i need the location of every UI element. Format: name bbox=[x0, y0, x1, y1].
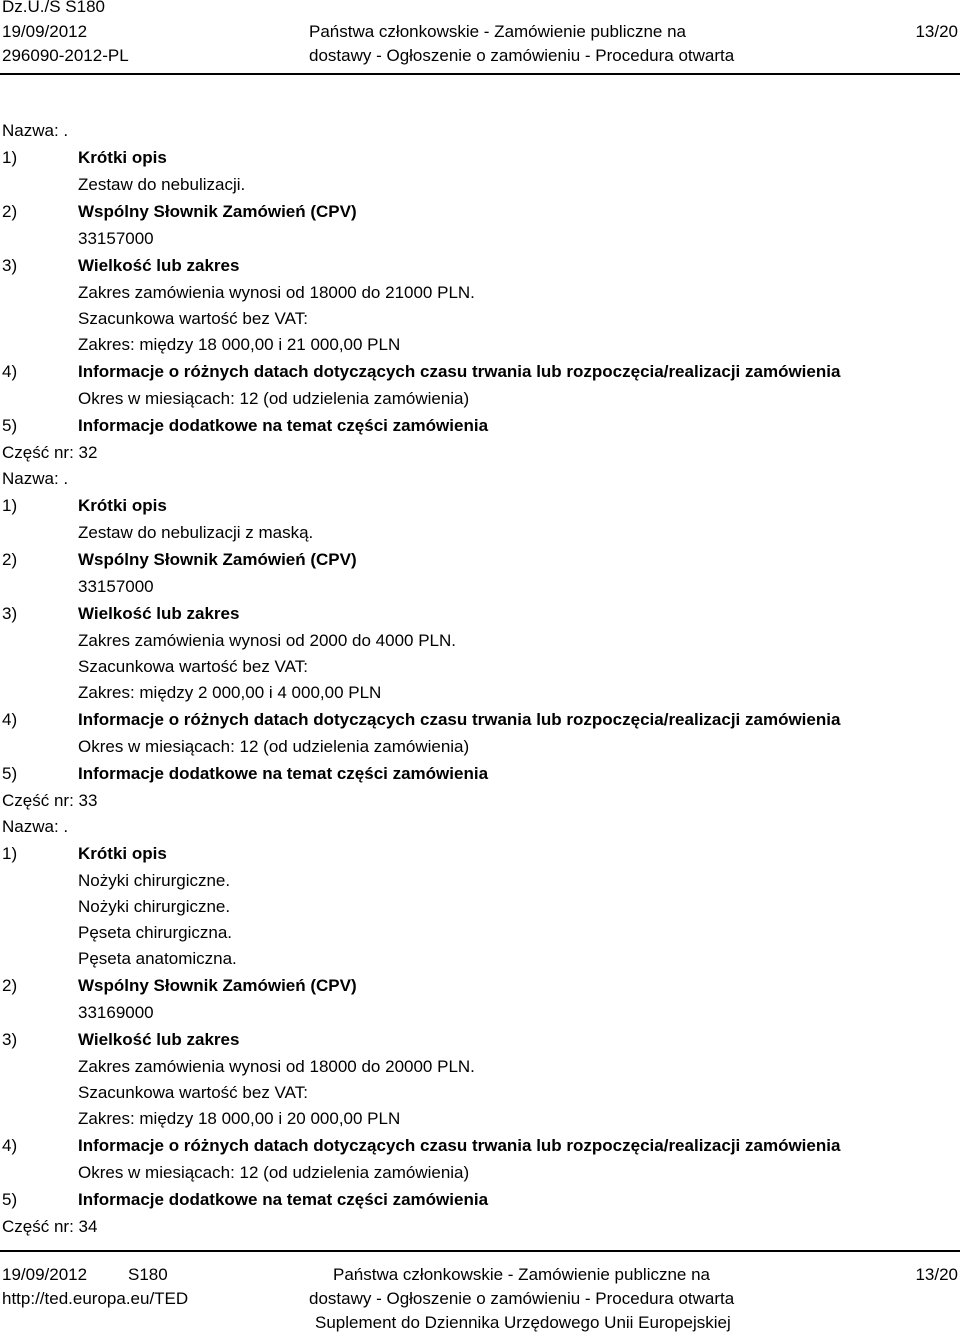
lot-name-label: Nazwa: . bbox=[2, 817, 69, 836]
lot-name-label: Nazwa: . bbox=[2, 469, 69, 488]
heading-scope: Wielkość lub zakres bbox=[78, 604, 240, 623]
footer-title-line2: dostawy - Ogłoszenie o zamówieniu - Procedura otwarta bbox=[309, 1289, 735, 1308]
header-page-number: 13/20 bbox=[915, 22, 958, 41]
section-heading: 3) Wielkość lub zakres bbox=[0, 600, 960, 628]
heading-short-description: Krótki opis bbox=[78, 148, 167, 167]
heading-short-description: Krótki opis bbox=[78, 496, 167, 515]
period-text: Okres w miesiącach: 12 (od udzielenia zamówienia) bbox=[78, 389, 470, 408]
lot-number-label: Część nr: bbox=[2, 1217, 74, 1236]
heading-additional-info: Informacje dodatkowe na temat części zamówienia bbox=[78, 416, 489, 435]
lot-number: 33 bbox=[78, 791, 98, 810]
lot-name-label: Nazwa: . bbox=[2, 121, 69, 140]
lot-number: 34 bbox=[78, 1217, 98, 1236]
lot-name-row bbox=[0, 814, 960, 840]
page-header bbox=[0, 0, 960, 72]
header-title-line1: Państwa członkowskie - Zamówienie publiczne na bbox=[309, 22, 687, 41]
value-range: Zakres: między 2 000,00 i 4 000,00 PLN bbox=[78, 683, 382, 702]
value-range: Zakres: między 18 000,00 i 20 000,00 PLN bbox=[78, 1109, 401, 1128]
heading-cpv: Wspólny Słownik Zamówień (CPV) bbox=[78, 976, 357, 995]
heading-short-description: Krótki opis bbox=[78, 844, 167, 863]
section-heading: 2) Wspólny Słownik Zamówień (CPV) bbox=[0, 198, 960, 226]
heading-cpv: Wspólny Słownik Zamówień (CPV) bbox=[78, 202, 357, 221]
footer-url: http://ted.europa.eu/TED bbox=[2, 1289, 189, 1308]
cpv-code: 33169000 bbox=[78, 1003, 154, 1022]
footer-page-number: 13/20 bbox=[915, 1265, 958, 1284]
lot-number: 32 bbox=[78, 443, 98, 462]
lot-number-row bbox=[0, 440, 960, 466]
footer-supplement: Suplement do Dziennika Urzędowego Unii Europejskiej bbox=[315, 1313, 731, 1332]
lot-number-label: Część nr: bbox=[2, 791, 74, 810]
estimated-value-label: Szacunkowa wartość bez VAT: bbox=[78, 1083, 308, 1102]
page-footer bbox=[0, 1262, 960, 1334]
description-line: Nożyki chirurgiczne. bbox=[78, 897, 231, 916]
section-heading: 4) Informacje o różnych datach dotyczących czasu trwania lub rozpoczęcia/realizacji zamówienia bbox=[0, 358, 960, 386]
heading-additional-info: Informacje dodatkowe na temat części zamówienia bbox=[78, 1190, 489, 1209]
scope-text: Zakres zamówienia wynosi od 2000 do 4000 PLN. bbox=[78, 631, 456, 650]
footer-title-line1: Państwa członkowskie - Zamówienie publiczne na bbox=[333, 1265, 711, 1284]
description-line: Nożyki chirurgiczne. bbox=[78, 871, 231, 890]
footer-divider bbox=[0, 1250, 960, 1252]
lot-name-row bbox=[0, 118, 960, 144]
section-heading: 5) Informacje dodatkowe na temat części zamówienia bbox=[0, 412, 960, 440]
section-heading: 1) Krótki opis bbox=[0, 492, 960, 520]
heading-additional-info: Informacje dodatkowe na temat części zamówienia bbox=[78, 764, 489, 783]
footer-series: S180 bbox=[128, 1265, 168, 1284]
lot-number-label: Część nr: bbox=[2, 443, 74, 462]
section-heading: 1) Krótki opis bbox=[0, 144, 960, 172]
section-heading: 5) Informacje dodatkowe na temat części zamówienia bbox=[0, 1186, 960, 1214]
section-heading: 2) Wspólny Słownik Zamówień (CPV) bbox=[0, 972, 960, 1000]
estimated-value-label: Szacunkowa wartość bez VAT: bbox=[78, 657, 308, 676]
journal-ref: Dz.U./S S180 bbox=[2, 0, 105, 16]
lot-section bbox=[0, 440, 960, 788]
description-line: Zestaw do nebulizacji. bbox=[78, 175, 246, 194]
section-heading: 5) Informacje dodatkowe na temat części zamówienia bbox=[0, 760, 960, 788]
section-heading: 1) Krótki opis bbox=[0, 840, 960, 868]
section-heading: 3) Wielkość lub zakres bbox=[0, 252, 960, 280]
section-heading: 2) Wspólny Słownik Zamówień (CPV) bbox=[0, 546, 960, 574]
lot-section bbox=[0, 788, 960, 1214]
description-line: Zestaw do nebulizacji z maską. bbox=[78, 523, 314, 542]
header-divider bbox=[0, 73, 960, 75]
lot-section bbox=[0, 118, 960, 440]
value-range: Zakres: między 18 000,00 i 21 000,00 PLN bbox=[78, 335, 401, 354]
heading-dates: Informacje o różnych datach dotyczących czasu trwania lub rozpoczęcia/realizacji zamówienia bbox=[78, 1136, 841, 1155]
estimated-value-label: Szacunkowa wartość bez VAT: bbox=[78, 309, 308, 328]
scope-text: Zakres zamówienia wynosi od 18000 do 20000 PLN. bbox=[78, 1057, 475, 1076]
document-body bbox=[0, 118, 960, 1240]
heading-dates: Informacje o różnych datach dotyczących czasu trwania lub rozpoczęcia/realizacji zamówienia bbox=[78, 362, 841, 381]
heading-scope: Wielkość lub zakres bbox=[78, 256, 240, 275]
lot-name-row bbox=[0, 466, 960, 492]
section-heading: 4) Informacje o różnych datach dotyczących czasu trwania lub rozpoczęcia/realizacji zamówienia bbox=[0, 1132, 960, 1160]
cpv-code: 33157000 bbox=[78, 229, 154, 248]
lot-number-row bbox=[0, 1214, 960, 1240]
section-heading: 4) Informacje o różnych datach dotyczących czasu trwania lub rozpoczęcia/realizacji zamówienia bbox=[0, 706, 960, 734]
footer-date: 19/09/2012 bbox=[2, 1265, 88, 1284]
description-line: Pęseta chirurgiczna. bbox=[78, 923, 233, 942]
section-heading: 3) Wielkość lub zakres bbox=[0, 1026, 960, 1054]
notice-id: 296090-2012-PL bbox=[2, 46, 129, 65]
header-date: 19/09/2012 bbox=[2, 22, 88, 41]
heading-cpv: Wspólny Słownik Zamówień (CPV) bbox=[78, 550, 357, 569]
header-title-line2: dostawy - Ogłoszenie o zamówieniu - Procedura otwarta bbox=[309, 46, 735, 65]
lot-number-row bbox=[0, 788, 960, 814]
description-line: Pęseta anatomiczna. bbox=[78, 949, 237, 968]
heading-scope: Wielkość lub zakres bbox=[78, 1030, 240, 1049]
scope-text: Zakres zamówienia wynosi od 18000 do 21000 PLN. bbox=[78, 283, 475, 302]
period-text: Okres w miesiącach: 12 (od udzielenia zamówienia) bbox=[78, 737, 470, 756]
period-text: Okres w miesiącach: 12 (od udzielenia zamówienia) bbox=[78, 1163, 470, 1182]
heading-dates: Informacje o różnych datach dotyczących czasu trwania lub rozpoczęcia/realizacji zamówienia bbox=[78, 710, 841, 729]
cpv-code: 33157000 bbox=[78, 577, 154, 596]
